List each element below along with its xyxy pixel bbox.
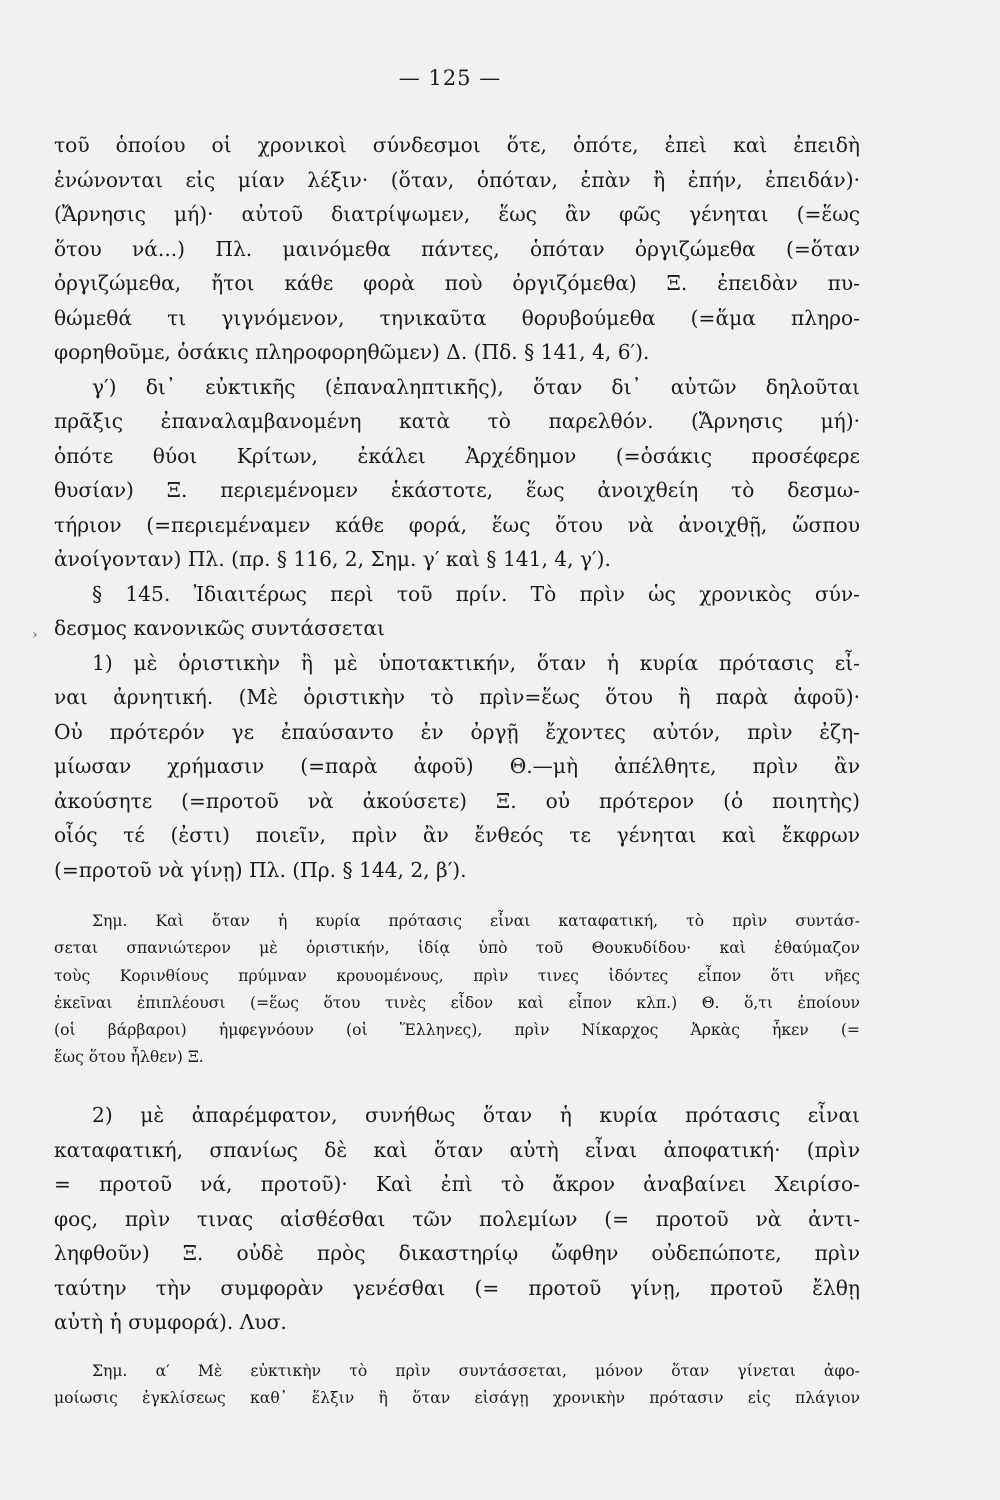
paragraph-4 <box>54 1098 860 1340</box>
text-line: ληφθοῦν) Ξ. οὐδὲ πρὸς δικαστηρίῳ ὤφθην οὐδεπώποτε, πρὶν <box>54 1241 860 1265</box>
note-line: τοὺς Κορινθίους πρύμναν κρουομένους, πρὶν τινες ἰδόντες εἶπον ὅτι νῆες <box>54 966 860 985</box>
text-line: ἑνώνονται εἰς μίαν λέξιν· (ὅταν, ὁπόταν, ἐπὰν ἢ ἐπήν, ἐπειδάν)· <box>54 167 860 192</box>
note-line: (οἱ βάρβαροι) ἠμφεγνόουν (οἱ Ἕλληνες), πρὶν Νίκαρχος Ἀρκὰς ἧκεν (= <box>54 1021 860 1040</box>
text-line: (=προτοῦ νὰ γίνῃ) Πλ. (Πρ. § 144, 2, β′). <box>54 857 467 882</box>
note-1 <box>54 908 860 1072</box>
text-line: φος, πρὶν τινας αἰσθέσθαι τῶν πολεμίων (= προτοῦ νὰ ἀντι- <box>54 1206 860 1231</box>
paragraph-2 <box>54 370 860 577</box>
margin-mark: › <box>32 627 38 643</box>
note-line: Σημ. α′ Μὲ εὐκτικὴν τὸ πρὶν συντάσσεται, μόνον ὅταν γίνεται ἀφο- <box>92 1362 860 1380</box>
paragraph-1 <box>54 128 860 370</box>
note-line: ἕως ὅτου ἦλθεν) Ξ. <box>54 1048 204 1067</box>
text-line: ὁπότε θύοι Κρίτων, ἐκάλει Ἀρχέδημον (=ὁσάκις προσέφερε <box>54 443 860 468</box>
section-145-heading <box>54 577 860 646</box>
text-line: μίωσαν χρήμασιν (=παρὰ ἀφοῦ) Θ.—μὴ ἀπέλθητε, πρὶν ἂν <box>54 754 860 778</box>
text-line: (Ἄρνησις μή)· αὐτοῦ διατρίψωμεν, ἕως ἂν φῶς γένηται (=ἕως <box>54 202 860 226</box>
text-line: 2) μὲ ἀπαρέμφατον, συνήθως ὅταν ἡ κυρία πρότασις εἶναι <box>92 1103 860 1127</box>
text-line: ναι ἀρνητική. (Μὲ ὁριστικὴν τὸ πρὶν=ἕως ὅτου ἢ παρὰ ἀφοῦ)· <box>54 685 860 709</box>
note-2 <box>54 1358 860 1413</box>
text-line: ὀργιζώμεθα, ἤτοι κάθε φορὰ ποὺ ὀργιζόμεθα) Ξ. ἐπειδὰν πυ- <box>54 271 860 295</box>
text-line: δεσμος κανονικῶς συντάσσεται <box>54 616 385 640</box>
text-line: = προτοῦ νά, προτοῦ)· Καὶ ἐπὶ τὸ ἄκρον ἀναβαίνει Χειρίσο- <box>54 1172 860 1196</box>
note-line: μοίωσις ἐγκλίσεως καθ᾽ ἕλξιν ἢ ὅταν εἰσάγῃ χρονικὴν πρότασιν εἰς πλάγιον <box>54 1389 860 1408</box>
text-line: τοῦ ὁποίου οἱ χρονικοὶ σύνδεσμοι ὅτε, ὁπότε, ἐπεὶ καὶ ἐπειδὴ <box>54 133 860 157</box>
main-text <box>54 128 860 887</box>
note-line: Σημ. Καὶ ὅταν ἡ κυρία πρότασις εἶναι καταφατική, τὸ πρὶν συντάσ- <box>92 912 860 930</box>
text-line: οἷός τέ (ἐστι) ποιεῖν, πρὶν ἂν ἔνθεός τε γένηται καὶ ἔκφρων <box>54 823 860 847</box>
text-line: πρᾶξις ἐπαναλαμβανομένη κατὰ τὸ παρελθόν. (Ἄρνησις μή)· <box>54 409 860 433</box>
text-line: τήριον (=περιεμέναμεν κάθε φορά, ἕως ὅτου νὰ ἀνοιχθῇ, ὥσπου <box>54 512 860 537</box>
text-line: 1) μὲ ὁριστικὴν ἢ μὲ ὑποτακτικήν, ὅταν ἡ κυρία πρότασις εἶ- <box>92 650 860 675</box>
paragraph-4-block <box>54 1098 860 1340</box>
text-line: αὐτὴ ἡ συμφορά). Λυσ. <box>54 1310 287 1334</box>
text-line: καταφατική, σπανίως δὲ καὶ ὅταν αὐτὴ εἶναι ἀποφατική· (πρὶν <box>54 1137 860 1162</box>
paragraph-3 <box>54 646 860 888</box>
text-line: γ′) δι᾽ εὐκτικῆς (ἐπαναληπτικῆς), ὅταν δι᾽ αὐτῶν δηλοῦται <box>92 374 860 399</box>
text-line: ἀνοίγονταν) Πλ. (πρ. § 116, 2, Σημ. γ′ καὶ § 141, 4, γ′). <box>54 547 611 571</box>
note-line: σεται σπανιώτερον μὲ ὁριστικήν, ἰδίᾳ ὑπὸ τοῦ Θουκυδίδου· καὶ ἐθαύμαζον <box>54 939 860 958</box>
text-line: § 145. Ἰδιαιτέρως περὶ τοῦ πρίν. Τὸ πρὶν ὡς χρονικὸς σύν- <box>92 581 860 606</box>
page-number: — 125 — <box>398 66 502 90</box>
text-line: φορηθοῦμε, ὁσάκις πληροφορηθῶμεν) Δ. (Πδ. § 141, 4, 6′). <box>54 340 650 364</box>
text-line: Οὐ πρότερόν γε ἐπαύσαντο ἐν ὀργῇ ἔχοντες αὐτόν, πρὶν ἐζη- <box>54 719 860 744</box>
text-line: ταύτην τὴν συμφορὰν γενέσθαι (= προτοῦ γίνῃ, προτοῦ ἔλθῃ <box>54 1275 860 1300</box>
text-line: θυσίαν) Ξ. περιεμένομεν ἑκάστοτε, ἕως ἀνοιχθείη τὸ δεσμω- <box>54 478 860 502</box>
note-line: ἐκεῖναι ἐπιπλέουσι (=ἕως ὅτου τινὲς εἶδον καὶ εἶπον κλπ.) Θ. ὅ,τι ἐποίουν <box>54 993 860 1012</box>
text-line: ἀκούσητε (=προτοῦ νὰ ἀκούσετε) Ξ. οὐ πρότερον (ὁ ποιητὴς) <box>54 788 860 813</box>
text-line: ὅτου νά...) Πλ. μαινόμεθα πάντες, ὁπόταν ὀργιζώμεθα (=ὅταν <box>54 236 860 261</box>
text-line: θώμεθά τι γιγνόμενον, τηνικαῦτα θορυβούμεθα (=ἅμα πληρο- <box>54 305 860 330</box>
